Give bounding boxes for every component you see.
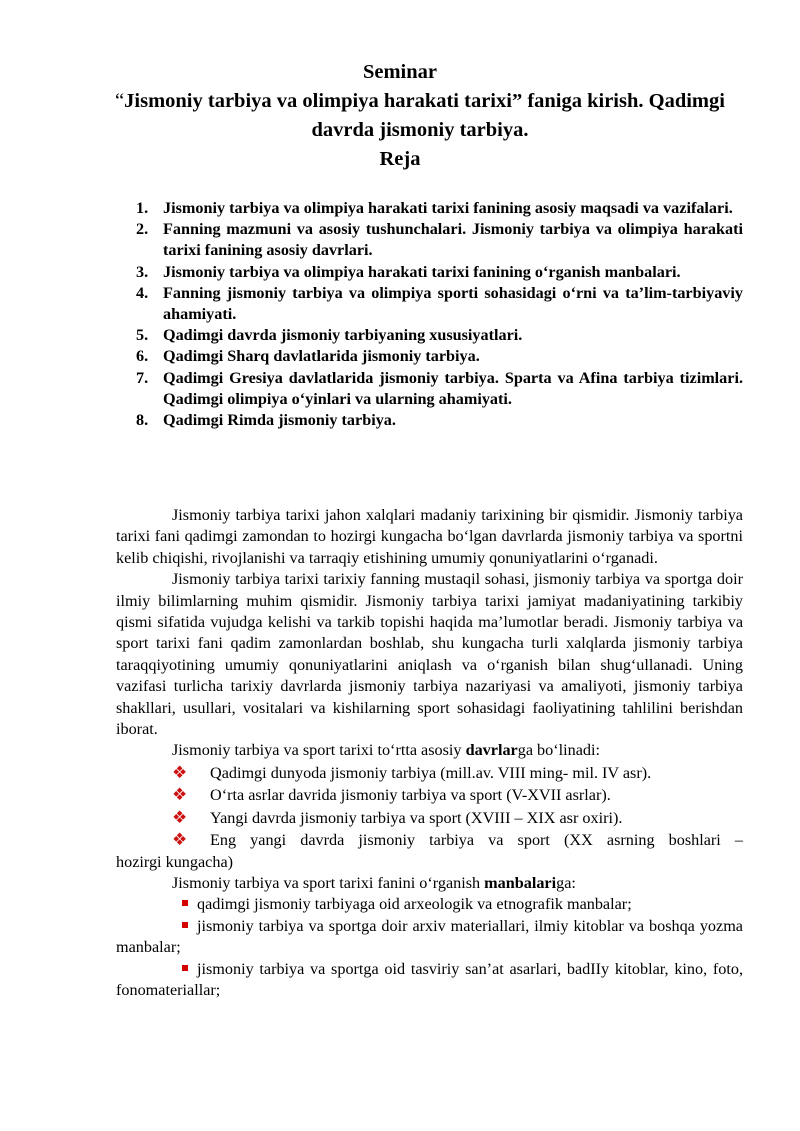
diamond-bullet-icon: ❖ xyxy=(172,785,188,805)
plan-item-text: Qadimgi Gresiya davlatlarida jismoniy tarbiya. Sparta va Afina tarbiya tizimlari. Qadimgi olimpiya o‘yinlari va ularning ahamiyati. xyxy=(163,368,743,408)
document-body xyxy=(116,505,743,1001)
plan-list xyxy=(116,198,743,431)
plan-item xyxy=(116,262,743,283)
plan-item-number: 1. xyxy=(136,199,149,217)
plan-heading: Reja xyxy=(379,148,421,170)
plan-item xyxy=(116,346,743,367)
source-text: jismoniy tarbiya va sportga doir arxiv materiallari, ilmiy kitoblar va boshqa yozma manbalar; xyxy=(116,916,743,957)
plan-item-text: Qadimgi Rimda jismoniy tarbiya. xyxy=(163,411,396,430)
periods-intro xyxy=(116,740,743,761)
document-title: Seminar xyxy=(362,61,438,83)
square-bullet-icon xyxy=(182,965,188,971)
source-text: jismoniy tarbiya va sportga oid tasviriy san’at asarlari, badIIy kitoblar, kino, foto, fonomateriallar; xyxy=(116,959,743,999)
period-text: Qadimgi dunyoda jismoniy tarbiya (mill.av. VIII ming- mil. IV asr). xyxy=(210,763,652,782)
plan-item-text: Qadimgi davrda jismoniy tarbiyaning xususiyatlari. xyxy=(163,326,523,345)
plan-item-text: Jismoniy tarbiya va olimpiya harakati tarixi fanining asosiy maqsadi va vazifalari. xyxy=(163,199,733,217)
plan-item-number: 6. xyxy=(136,347,149,366)
period-text: O‘rta asrlar davrida jismoniy tarbiya va sport (V-XVII asrlar). xyxy=(210,786,611,805)
plan-item-number: 2. xyxy=(136,220,149,239)
period-item xyxy=(116,784,743,806)
source-text: qadimgi jismoniy tarbiyaga oid arxeologik va etnografik manbalar; xyxy=(197,895,632,914)
plan-item-number: 7. xyxy=(136,368,149,387)
opening-quote: “ xyxy=(115,90,125,112)
source-item xyxy=(116,894,743,915)
plan-item xyxy=(116,410,743,431)
paragraph-intro: Jismoniy tarbiya tarixi jahon xalqlari madaniy tarixining bir qismidir. Jismoniy tarbiya tarixi fani qadimgi zamondan to hozirgi kungacha bo‘lgan davrlarda jismoniy tarbiya va sportni kelib chiqishi, rivojlanishi va tarraqiy etishining umumiy qonuniyatlarini o‘rganadi. xyxy=(116,506,743,567)
diamond-bullet-icon: ❖ xyxy=(172,830,188,850)
plan-item xyxy=(116,283,743,325)
periods-intro-suffix: ga bo‘linadi: xyxy=(517,741,600,760)
period-item xyxy=(116,829,743,851)
subtitle-text: Jismoniy tarbiya va olimpiya harakati tarixi” faniga kirish. Qadimgi davrda jismoniy tarbiya. xyxy=(124,90,725,141)
periods-intro-text: Jismoniy tarbiya va sport tarixi to‘rtta asosiy xyxy=(172,741,466,760)
plan-item-number: 8. xyxy=(136,411,149,430)
diamond-bullet-icon: ❖ xyxy=(172,762,188,782)
plan-item-text: Fanning jismoniy tarbiya va olimpiya sporti sohasidagi o‘rni va ta’lim-tarbiyaviy ahamiyati. xyxy=(163,283,743,324)
period-text: Yangi davrda jismoniy tarbiya va sport (XVIII – XIX asr oxiri). xyxy=(210,808,623,827)
diamond-bullet-icon: ❖ xyxy=(172,807,188,827)
document-subtitle xyxy=(90,87,750,145)
plan-item xyxy=(116,198,743,219)
source-item xyxy=(116,916,743,959)
periods-intro-bold: davrlar xyxy=(465,741,518,760)
period-text: Eng yangi davrda jismoniy tarbiya va sport (XX asrning boshlari – xyxy=(210,831,743,850)
sources-intro-bold: manbalari xyxy=(484,873,557,892)
sources-intro-text: Jismoniy tarbiya va sport tarixi fanini o‘rganish xyxy=(172,873,485,892)
sources-intro-suffix: ga: xyxy=(556,873,576,892)
paragraph-description: Jismoniy tarbiya tarixi tarixiy fanning mustaqil sohasi, jismoniy tarbiya va sportga doir ilmiy bilimlarning muhim qismidir. Jismoniy tarbiya tarixi jamiyat madaniyatining tarkibiy qismi sifatida vujudga kelishi va tarkib topishi haqida ma’lumotlar beradi. Jismoniy tarbiya va sport tarixi fani qadim zamonlardan boshlab, shu kungacha turli xalqlarda jismoniy tarbiya taraqqiyotining umumiy qonuniyatlarini aniqlash va o‘rganish bilan shug‘ullanadi. Uning vazifasi turlicha tarixiy davrlarda jismoniy tarbiya nazariyasi va amaliyoti, jismoniy tarbiya shakllari, usullari, vositalari va kishilarning sport sohasidagi faoliyatining tahlilini berishdan iborat. xyxy=(116,570,743,739)
sources-intro xyxy=(116,873,743,894)
period-item xyxy=(116,807,743,829)
plan-item xyxy=(116,219,743,261)
plan-item-text: Jismoniy tarbiya va olimpiya harakati tarixi fanining o‘rganish manbalari. xyxy=(163,262,681,281)
period-text-continued: hozirgi kungacha) xyxy=(116,852,234,871)
square-bullet-icon xyxy=(182,922,188,928)
source-item xyxy=(116,959,743,1002)
plan-item-number: 4. xyxy=(136,283,149,302)
plan-item xyxy=(116,368,743,410)
period-item xyxy=(116,762,743,784)
plan-item-number: 3. xyxy=(136,262,149,281)
plan-item-text: Qadimgi Sharq davlatlarida jismoniy tarbiya. xyxy=(163,347,480,366)
plan-item xyxy=(116,325,743,346)
square-bullet-icon xyxy=(182,900,188,906)
plan-item-number: 5. xyxy=(136,326,149,345)
plan-item-text: Fanning mazmuni va asosiy tushunchalari. Jismoniy tarbiya va olimpiya harakati tarixi fanining asosiy davrlari. xyxy=(163,220,743,260)
